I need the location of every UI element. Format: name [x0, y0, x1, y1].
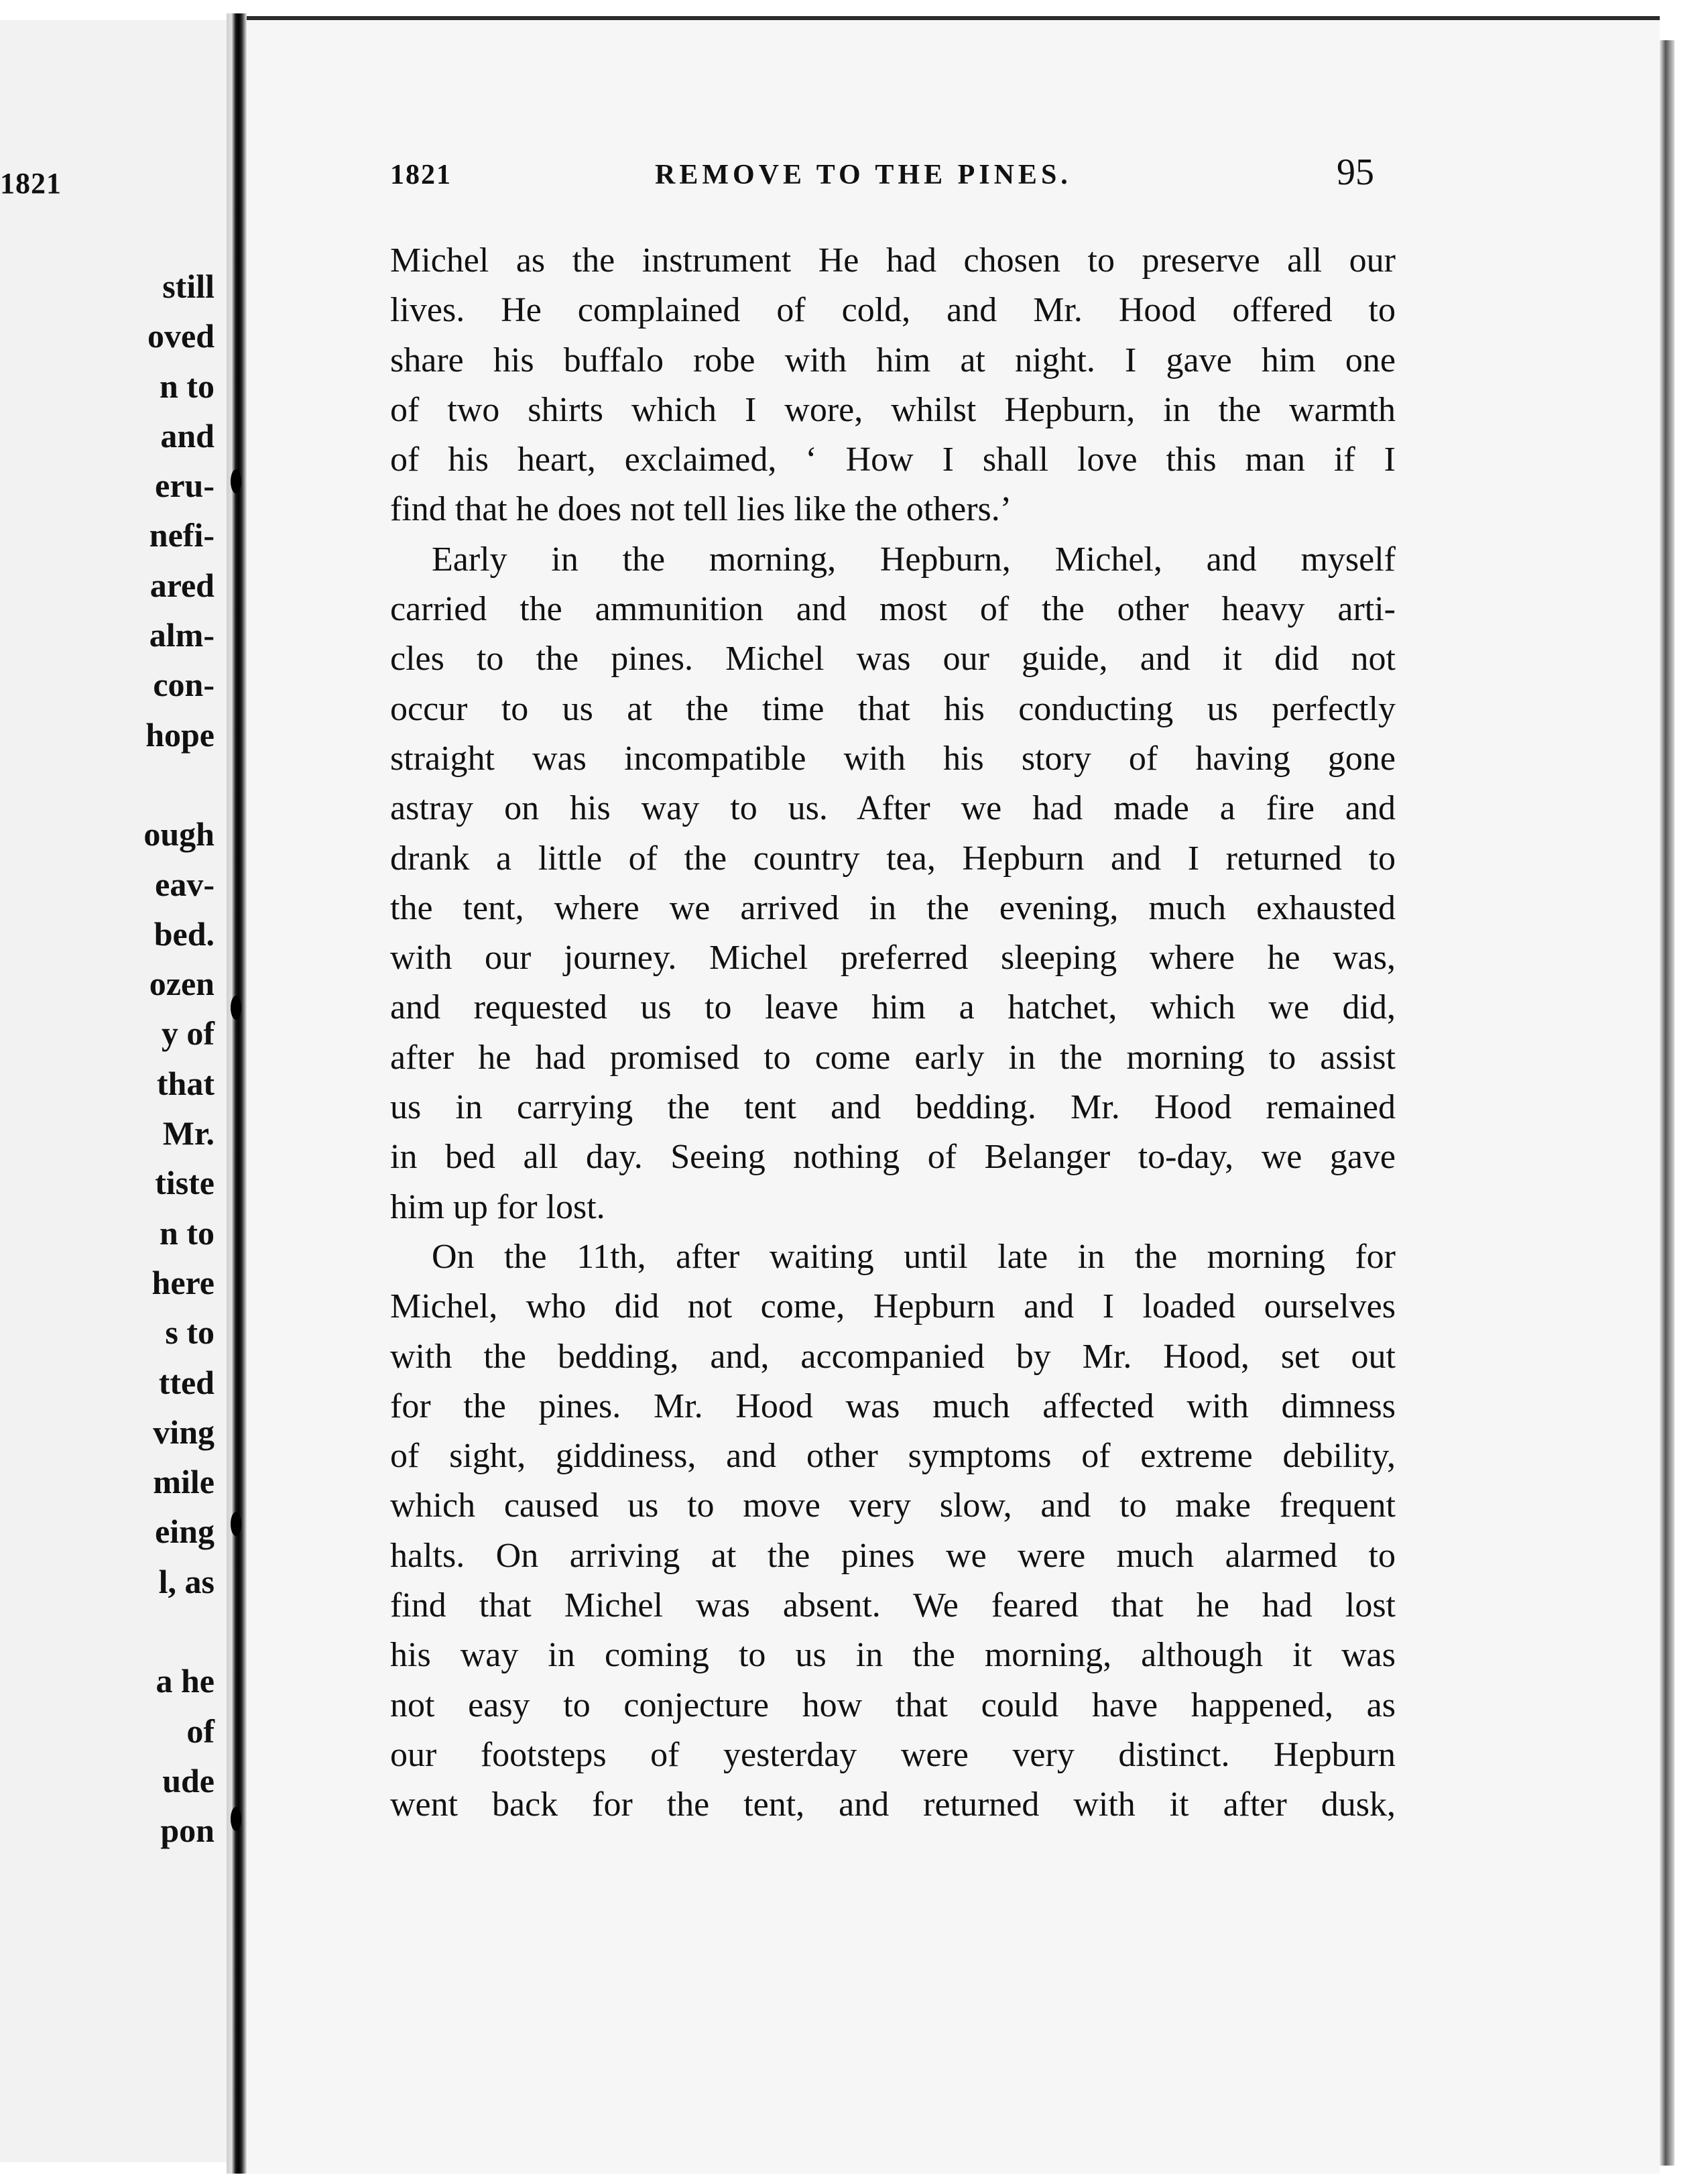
previous-page-line-ending: con-	[153, 666, 215, 704]
text-line: find that he does not tell lies like the others.’	[390, 490, 1012, 529]
previous-page-line-ending: tted	[158, 1363, 215, 1401]
text-line: and requested us to leave him a hatchet, which we did,	[390, 988, 1396, 1027]
text-line: carried the ammunition and most of the other heavy arti-	[390, 590, 1396, 629]
page-header	[390, 151, 1389, 198]
text-line: which caused us to move very slow, and to make frequent	[390, 1486, 1396, 1525]
text-line: for the pines. Mr. Hood was much affected with dimness	[390, 1386, 1396, 1425]
previous-page-line-ending: and	[160, 416, 215, 455]
text-line: him up for lost.	[390, 1187, 605, 1226]
previous-page-line-ending: oved	[147, 317, 215, 355]
binding-mark	[231, 1807, 241, 1831]
text-line: share his buffalo robe with him at night. I gave him one	[390, 341, 1396, 379]
previous-page-line-ending: a he	[156, 1662, 215, 1700]
text-line: halts. On arriving at the pines we were much alarmed to	[390, 1536, 1396, 1575]
text-line: of sight, giddiness, and other symptoms of extreme debility,	[390, 1437, 1396, 1476]
previous-page-fragment	[0, 20, 227, 2162]
book-gutter	[227, 13, 247, 2174]
page-number: 95	[1337, 152, 1374, 193]
page-edge	[1660, 40, 1674, 2166]
previous-page-line-ending: here	[151, 1263, 215, 1301]
previous-page-line-ending: Mr.	[162, 1114, 215, 1153]
previous-page-line-ending: ough	[143, 815, 215, 853]
text-line: with our journey. Michel preferred sleeping where he was,	[390, 939, 1396, 978]
previous-page-line-ending: l, as	[158, 1562, 215, 1600]
text-line: of two shirts which I wore, whilst Hepburn, in the warmth	[390, 390, 1396, 429]
previous-page-line-ending: eru-	[155, 467, 215, 505]
text-line: us in carrying the tent and bedding. Mr. Hood remained	[390, 1088, 1396, 1127]
previous-page-line-ending: mile	[153, 1463, 215, 1501]
previous-page-year: 1821	[0, 167, 62, 200]
text-line: drank a little of the country tea, Hepburn and I returned to	[390, 839, 1396, 878]
previous-page-line-ending: alm-	[149, 616, 215, 654]
text-line: Michel, who did not come, Hepburn and I loaded ourselves	[390, 1287, 1396, 1326]
page-year: 1821	[390, 160, 452, 190]
previous-page-line-ending: n to	[160, 1214, 215, 1252]
text-line: cles to the pines. Michel was our guide, and it did not	[390, 640, 1396, 678]
text-line: our footsteps of yesterday were very distinct. Hepburn	[390, 1735, 1396, 1774]
text-line: after he had promised to come early in the morning to assist	[390, 1038, 1396, 1077]
previous-page-line-ending: of	[186, 1712, 215, 1750]
previous-page-line-ending: eav-	[155, 865, 215, 903]
previous-page-line-ending: still	[162, 268, 215, 305]
binding-mark	[231, 996, 241, 1020]
text-line: went back for the tent, and returned with it after dusk,	[390, 1785, 1396, 1824]
previous-page-line-ending: pon	[160, 1812, 215, 1850]
text-line: in bed all day. Seeing nothing of Belanger to-day, we gave	[390, 1138, 1396, 1177]
previous-page-line-ending: s to	[165, 1313, 215, 1352]
binding-mark	[231, 1512, 241, 1536]
previous-page-line-ending	[143, 760, 215, 809]
text-line: not easy to conjecture how that could have happened, as	[390, 1686, 1396, 1724]
text-line: his way in coming to us in the morning, although it was	[390, 1636, 1396, 1675]
text-line: the tent, where we arrived in the evening, much exhausted	[390, 888, 1396, 927]
previous-page-line-ending: n to	[160, 367, 215, 405]
text-line: straight was incompatible with his story of having gone	[390, 739, 1396, 778]
previous-page-line-ending: hope	[145, 715, 215, 754]
binding-mark	[231, 469, 241, 493]
text-line: astray on his way to us. After we had made a fire and	[390, 789, 1396, 828]
previous-page-line-ending: ude	[162, 1761, 215, 1800]
previous-page-line-ending: ared	[149, 566, 215, 604]
running-head: REMOVE TO THE PINES.	[655, 160, 1072, 190]
text-line: with the bedding, and, accompanied by Mr. Hood, set out	[390, 1337, 1396, 1376]
previous-page-line-ending: ving	[153, 1413, 215, 1451]
text-line: occur to us at the time that his conducting us perfectly	[390, 689, 1396, 728]
text-line: Early in the morning, Hepburn, Michel, and myself	[432, 540, 1396, 579]
previous-page-line-endings	[143, 261, 215, 1856]
previous-page-line-ending	[143, 1606, 215, 1656]
page-body-text	[390, 236, 1396, 1830]
previous-page-line-ending: that	[156, 1064, 215, 1102]
previous-page-line-ending: eing	[155, 1513, 215, 1551]
previous-page-line-ending: ozen	[149, 965, 215, 1003]
text-line: On the 11th, after waiting until late in the morning for	[432, 1237, 1396, 1276]
previous-page-line-ending: nefi-	[149, 516, 215, 554]
text-line: find that Michel was absent. We feared that he had lost	[390, 1586, 1396, 1625]
text-line: of his heart, exclaimed, ‘ How I shall love this man if I	[390, 440, 1396, 479]
text-line: Michel as the instrument He had chosen to preserve all our	[390, 241, 1396, 280]
text-line: lives. He complained of cold, and Mr. Hood offered to	[390, 291, 1396, 330]
previous-page-line-ending: tiste	[155, 1164, 215, 1202]
previous-page-line-ending: y of	[161, 1014, 215, 1053]
previous-page-line-ending: bed.	[154, 914, 215, 953]
